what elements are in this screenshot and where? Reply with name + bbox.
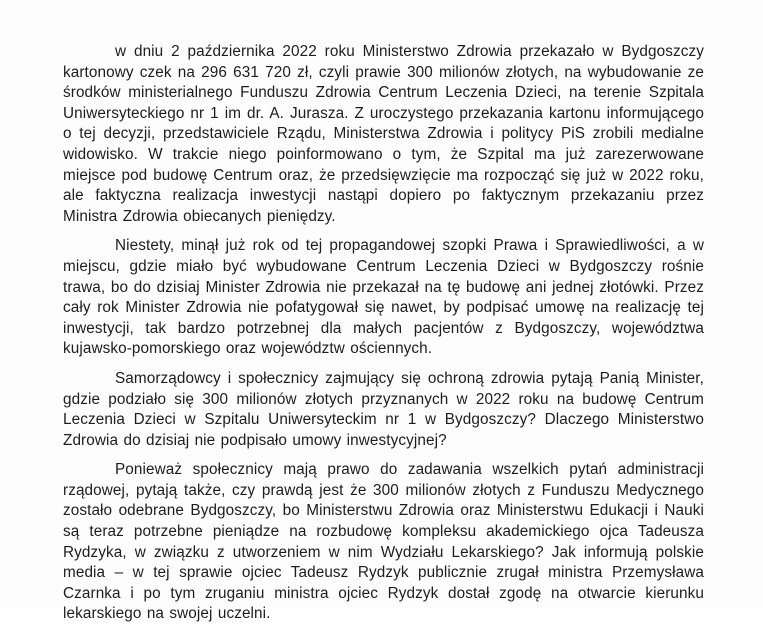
paragraph-year-later-no-funds: Niestety, minął już rok od tej propagandowej szopki Prawa i Sprawiedliwości, a w miejscu, gdzie miało być wybudowane Centrum Leczenia Dzieci w Bydgoszczy rośnie trawa, bo do dzisiaj Minister Zdrowia nie przekazał na tę budowę ani jednej złotówki. Przez cały rok Minister Zdrowia nie pofatygował się nawet, by podpisać umowę na realizację tej inwestycji, tak bardzo potrzebnej dla małych pacjentów z Bydgoszczy, województwa kujawsko-pomorskiego oraz województw ościennych. [63,237,704,358]
paragraph-question-medical-fund: Ponieważ społecznicy mają prawo do zadawania wszelkich pytań administracji rządowej, pytają także, czy prawdą jest że 300 milionów złotych z Funduszu Medycznego zostało odebrane Bydgoszczy, bo Ministerstwu Zdrowia oraz Ministerstwu Edukacji i Nauki są teraz potrzebne pieniądze na rozbudowę kompleksu akademickiego ojca Tadeusza Rydzyka, w związku z utworzeniem w nim Wydziału Lekarskiego? Jak informują polskie media – w tej sprawie ojciec Tadeusz Rydzyk publicznie zrugał ministra Przemysława Czarnka i po tym zruganiu ministra ojciec Rydzyk dostał zgodę na otwarcie kierunku lekarskiego na swojej uczelni. [63,461,704,623]
paragraph-intro-check-handover: w dniu 2 października 2022 roku Ministerstwo Zdrowia przekazało w Bydgoszczy kartonowy czek na 296 631 720 zł, czyli prawie 300 milionów złotych, na wybudowanie ze środków ministerialnego Funduszu Zdrowia Centrum Leczenia Dzieci, na terenie Szpitala Uniwersyteckiego nr 1 im dr. A. Jurasza. Z uroczystego przekazania kartonu informującego o tej decyzji, przedstawiciele Rządu, Ministerstwa Zdrowia i politycy PiS zrobili medialne widowisko. W trakcie niego poinformowano o tym, że Szpital ma już zarezerwowane miejsce pod budowę Centrum oraz, że przedsięwzięcie ma rozpocząć się już w 2022 roku, ale faktyczna realizacja inwestycji nastąpi dopiero po faktycznym przekazaniu przez Ministra Zdrowia obiecanych pieniędzy. [63,43,704,225]
paragraph-question-300-millions: Samorządowcy i społecznicy zajmujący się ochroną zdrowia pytają Panią Minister, gdzie podziało się 300 milionów złotych przyznanych w 2022 roku na budowę Centrum Leczenia Dzieci w Szpitalu Uniwersyteckim nr 1 w Bydgoszczy? Dlaczego Ministerstwo Zdrowia do dzisiaj nie podpisało umowy inwestycyjnej? [63,369,704,449]
